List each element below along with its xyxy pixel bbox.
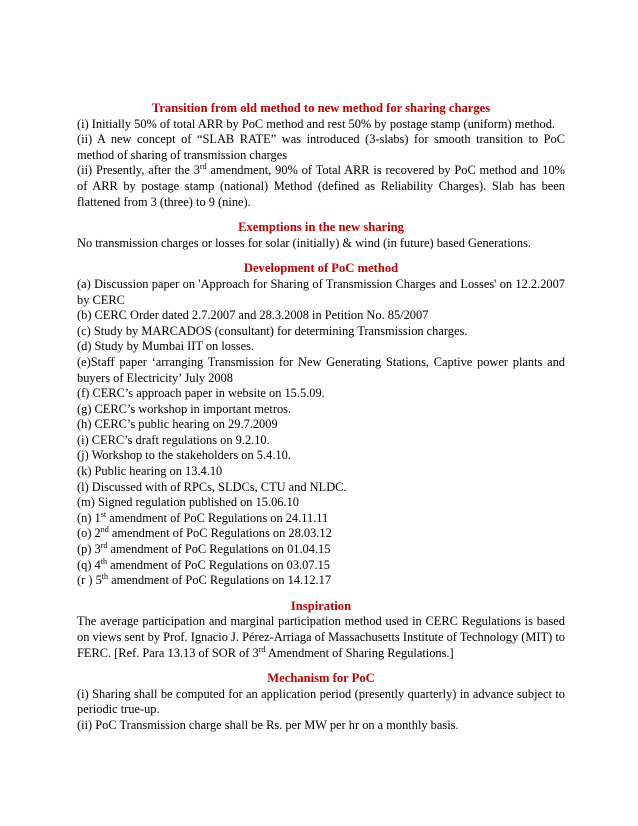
development-item-f: (f) CERC’s approach paper in website on 15.5.09. — [77, 386, 325, 401]
superscript: nd — [100, 525, 109, 535]
development-item-o — [77, 526, 565, 542]
development-item-n — [77, 511, 565, 527]
superscript: th — [100, 556, 107, 566]
heading-mechanism: Mechanism for PoC — [267, 671, 375, 686]
text-run: (ii) Presently, after the 3 — [77, 163, 200, 178]
document-page — [77, 101, 565, 734]
heading-inspiration: Inspiration — [290, 598, 352, 613]
development-item-d: (d) Study by Mumbai IIT on losses. — [77, 339, 255, 354]
development-item-q — [77, 558, 565, 574]
text-run: Amendment of Sharing Regulations.] — [265, 645, 454, 660]
development-item-j: (j) Workshop to the stakeholders on 5.4.10. — [77, 448, 291, 463]
development-item-b: (b) CERC Order dated 2.7.2007 and 28.3.2008 in Petition No. 85/2007 — [77, 308, 429, 323]
development-item-p — [77, 542, 565, 558]
text-run: amendment of PoC Regulations on 24.11.11 — [106, 510, 329, 525]
development-item-e: (e)Staff paper ‘arranging Transmission for New Generating Stations, Captive power plants and buyers of Electricity’ July 2008 — [77, 354, 565, 385]
transition-item-1: (i) Initially 50% of total ARR by PoC method and rest 50% by postage stamp (uniform) method. — [77, 116, 556, 131]
mechanism-item-1: (i) Sharing shall be computed for an application period (presently quarterly) in advance subject to periodic true-up. — [77, 686, 565, 717]
development-item-k: (k) Public hearing on 13.4.10 — [77, 464, 223, 479]
text-run: amendment of PoC Regulations on 03.07.15 — [106, 557, 330, 572]
text-run: (n) 1 — [77, 510, 101, 525]
text-run: The average participation and marginal participation method used in CERC Regulations is based on views sent by Prof. Ignacio J. Pérez-Arriaga of Massachusetts Institute of Technology (MIT) to FERC. [Ref. Para 13.13 of SOR of 3 — [77, 614, 565, 660]
development-item-r — [77, 573, 565, 589]
development-item-m: (m) Signed regulation published on 15.06.10 — [77, 495, 299, 510]
transition-item-3 — [77, 163, 565, 210]
text-run: (r ) 5 — [77, 573, 102, 588]
development-item-c: (c) Study by MARCADOS (consultant) for determining Transmission charges. — [77, 323, 468, 338]
development-item-a: (a) Discussion paper on 'Approach for Sharing of Transmission Charges and Losses' on 12.2.2007 by CERC — [77, 276, 565, 307]
superscript: rd — [258, 644, 266, 654]
superscript: th — [101, 572, 109, 582]
heading-exemptions: Exemptions in the new sharing — [238, 220, 404, 235]
text-run: amendment of PoC Regulations on 14.12.17 — [108, 573, 332, 588]
text-run: amendment, 90% of Total ARR is recovered by PoC method and 10% of ARR by postage stamp (national) Method (defined as Reliability Charges). Slab has been flattened from 3 (three) to 9 (nine). — [77, 163, 565, 209]
superscript: rd — [100, 540, 108, 550]
heading-development: Development of PoC method — [243, 261, 399, 276]
superscript: st — [100, 509, 107, 519]
mechanism-item-2: (ii) PoC Transmission charge shall be Rs. per MW per hr on a monthly basis. — [77, 717, 459, 732]
inspiration-text — [77, 614, 565, 661]
text-run: (p) 3 — [77, 542, 101, 557]
exemptions-text: No transmission charges or losses for solar (initially) & wind (in future) based Generations. — [77, 235, 531, 250]
text-run: (q) 4 — [77, 557, 101, 572]
text-run: amendment of PoC Regulations on 01.04.15 — [107, 542, 331, 557]
development-item-g: (g) CERC’s workshop in important metros. — [77, 401, 292, 416]
development-item-i: (i) CERC’s draft regulations on 9.2.10. — [77, 432, 270, 447]
superscript: rd — [199, 162, 207, 172]
text-run: (o) 2 — [77, 526, 101, 541]
development-item-l: (l) Discussed with of RPCs, SLDCs, CTU and NLDC. — [77, 479, 347, 494]
text-run: amendment of PoC Regulations on 28.03.12 — [108, 526, 332, 541]
development-item-h: (h) CERC’s public hearing on 29.7.2009 — [77, 417, 278, 432]
transition-item-2: (ii) A new concept of “SLAB RATE” was introduced (3-slabs) for smooth transition to PoC method of sharing of transmission charges — [77, 132, 565, 162]
heading-transition: Transition from old method to new method for sharing charges — [151, 101, 491, 115]
